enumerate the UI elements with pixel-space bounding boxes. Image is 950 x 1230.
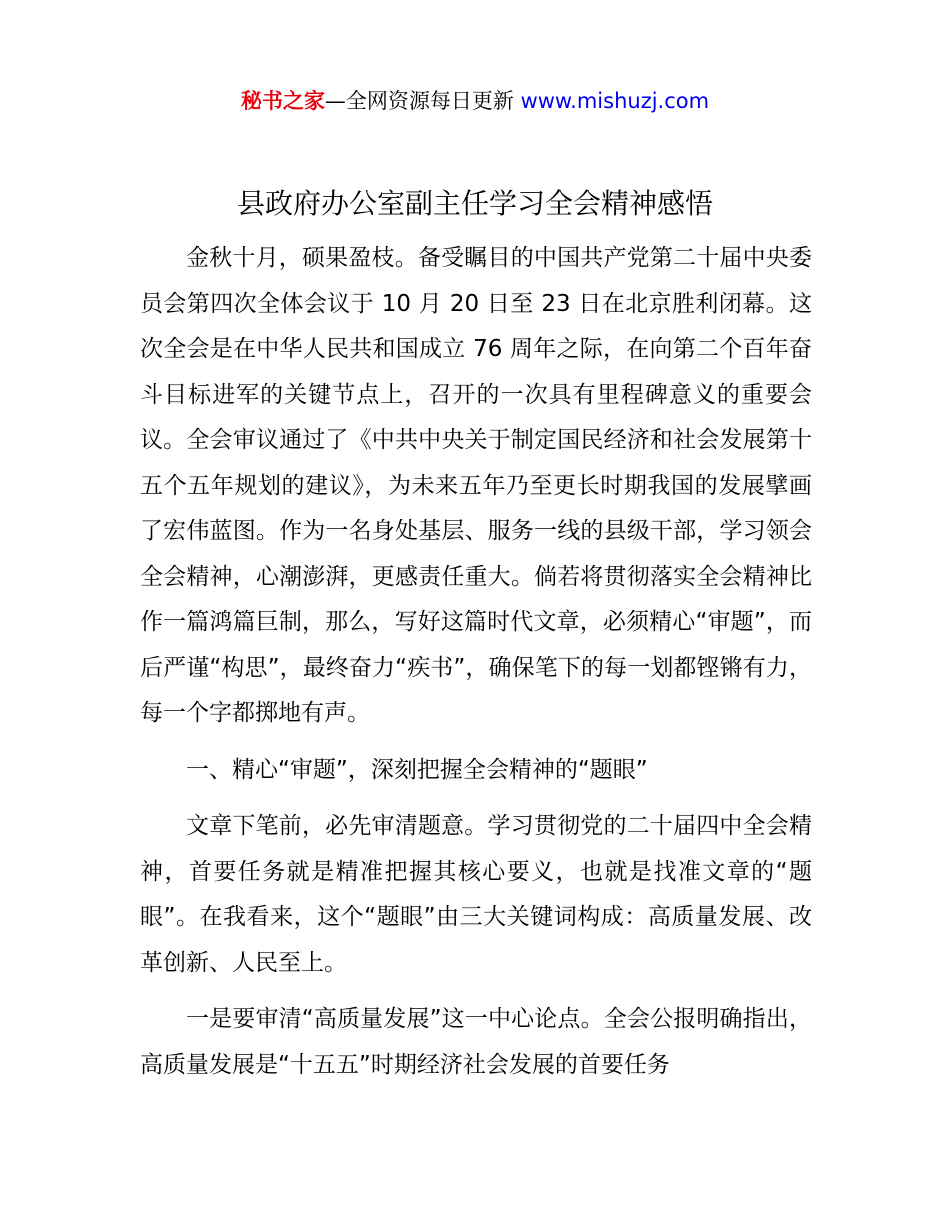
document-body — [140, 236, 812, 1088]
site-url-link[interactable]: www.mishuzj.com — [520, 89, 710, 113]
paragraph-section-1: 文章下笔前，必先审清题意。学习贯彻党的二十届四中全会精神，首要任务就是精准把握其核心要义，也就是找准文章的“题眼”。在我看来，这个“题眼”由三大关键词构成：高质量发展、改革创新、人民至上。 — [140, 813, 812, 976]
header-tagline: —全网资源每日更新 — [324, 89, 521, 113]
paragraph-point-1: 一是要审清“高质量发展”这一中心论点。全会公报明确指出，高质量发展是“十五五”时期经济社会发展的首要任务 — [140, 1006, 812, 1078]
site-header — [0, 86, 950, 116]
brand-name: 秘书之家 — [240, 89, 325, 113]
document-title: 县政府办公室副主任学习全会精神感悟 — [236, 187, 713, 220]
paragraph-intro: 金秋十月，硕果盈枝。备受瞩目的中国共产党第二十届中央委员会第四次全体会议于 10 月 20 日至 23 日在北京胜利闭幕。这次全会是在中华人民共和国成立 76 周年之际，在向第二个百年奋斗目标进军的关键节点上，召开的一次具有里程碑意义的重要会议。全会审议通过了《中共中央关于制定国民经济和社会发展第十五个五年规划的建议》，为未来五年乃至更长时期我国的发展擘画了宏伟蓝图。作为一名身处基层、服务一线的县级干部，学习领会全会精神，心潮澎湃，更感责任重大。倘若将贯彻落实全会精神比作一篇鸿篇巨制，那么，写好这篇时代文章，必须精心“审题”，而后严谨“构思”，最终奋力“疾书”，确保笔下的每一划都铿锵有力，每一个字都掷地有声。 — [140, 245, 812, 726]
section-heading-1: 一、精心“审题”，深刻把握全会精神的“题眼” — [186, 756, 648, 783]
